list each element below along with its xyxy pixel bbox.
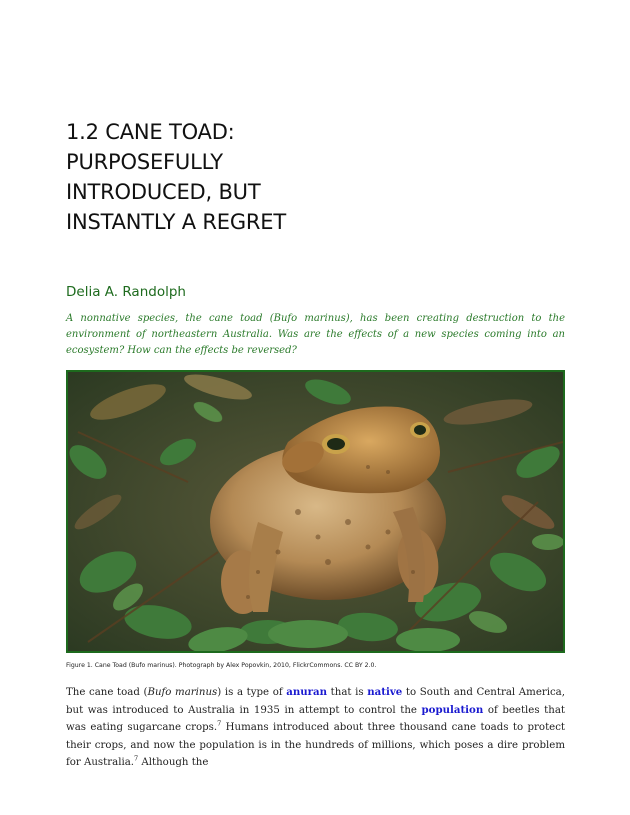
chapter-title-line: PURPOSEFULLY: [66, 150, 223, 174]
figure-caption: Figure 1. Cane Toad (Bufo marinus). Photograph by Alex Popovkin, 2010, FlickrCommons. CC BY 2.0.: [66, 662, 377, 669]
body-text: of beetles that was eating sugarcane crops.: [66, 704, 565, 733]
body-text: ) is a type of: [217, 687, 287, 698]
chapter-title-line: INTRODUCED, BUT: [66, 180, 261, 204]
reference-superscript: 7: [217, 719, 222, 728]
glossary-term-population[interactable]: population: [421, 703, 484, 716]
chapter-title-line: 1.2 CANE TOAD:: [66, 120, 235, 144]
glossary-term-native[interactable]: native: [367, 686, 403, 698]
abstract: A nonnative species, the cane toad (Bufo marinus), has been creating destruction to the environment of northeastern Australia. Was are the effects of a new species coming into an ecosystem? How can the effects be reversed?: [66, 313, 565, 356]
cane-toad-image: [68, 372, 563, 651]
glossary-term-anuran[interactable]: anuran: [286, 686, 328, 698]
chapter-title-line: INSTANTLY A REGRET: [66, 210, 287, 234]
cane-toad-photo: [66, 370, 565, 653]
body-paragraph: [66, 684, 565, 772]
author-name: Delia A. Randolph: [66, 284, 186, 300]
body-text: that is: [327, 687, 368, 698]
species-name: Bufo marinus: [147, 687, 218, 698]
body-text: Humans introduced about three thousand cane toads to protect their crops, and now the population is in the hundreds of millions, which poses a dire problem for Australia.: [66, 722, 565, 768]
body-text: to South and Central America, but was introduced to Australia in 1935 in attempt to control the: [66, 687, 565, 716]
reference-superscript: 7: [134, 754, 139, 763]
body-text: Although the: [138, 757, 209, 768]
chapter-title: [66, 117, 486, 237]
body-text: The cane toad (: [66, 687, 148, 698]
